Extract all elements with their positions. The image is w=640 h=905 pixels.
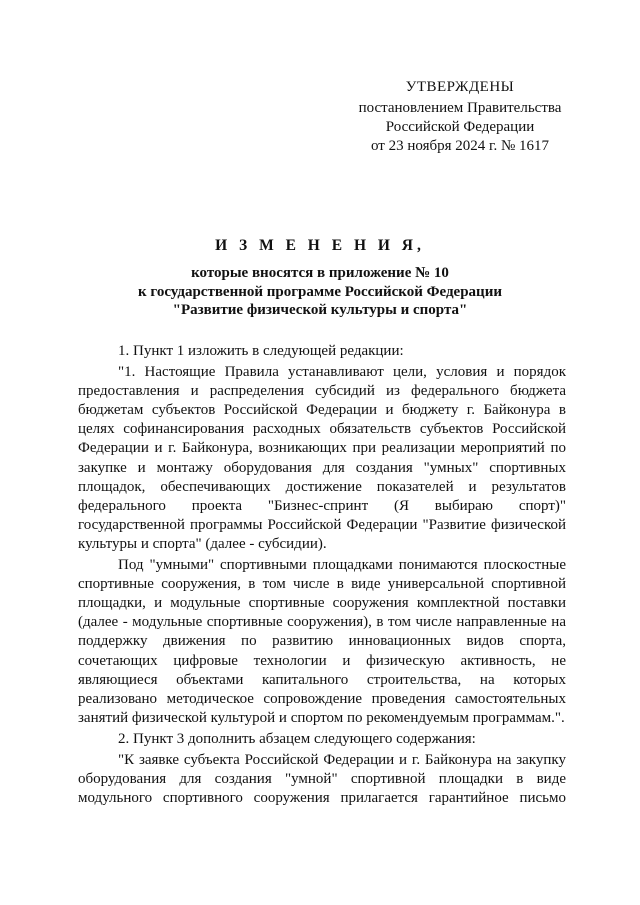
paragraph-application: "К заявке субъекта Российской Федерации и г. Байконура на закупку оборудования для создания "умной" спортивной площадки в виде модульного спортивного сооружения прилагается гарантийное письмо (78, 751, 566, 807)
document-title: И З М Е Н Е Н И Я, (215, 237, 425, 254)
approval-line-3: от 23 ноября 2024 г. № 1617 (370, 138, 550, 154)
paragraph-item-1: 1. Пункт 1 изложить в следующей редакции: (118, 343, 404, 359)
paragraph-rule-1: "1. Настоящие Правила устанавливают цели, условия и порядок предоставления и распределения субсидий из федерального бюджета бюджетам субъектов Российской Федерации и бюджету г. Байконура в целях софинансирования расходных обязательств субъектов Российской Федерации и г. Байконура, возникающих при реализации мероприятий по закупке и монтажу оборудования для создания "умных" спортивных площадок, обеспечивающих достижение показателей и результатов федерального проекта "Бизнес-спринт (Я выбираю спорт)" государственной программы Российской Федерации "Развитие физической культуры и спорта" (далее - субсидии). (78, 364, 566, 552)
paragraph-item-2: 2. Пункт 3 дополнить абзацем следующего содержания: (118, 730, 476, 747)
approval-line-2: Российской Федерации (385, 119, 535, 135)
document-subtitle-3: "Развитие физической культуры и спорта" (172, 302, 468, 318)
document-subtitle-2: к государственной программе Российской Федерации (138, 283, 502, 300)
document-body (78, 342, 566, 808)
approval-heading: УТВЕРЖДЕНЫ (405, 79, 515, 95)
approval-block (340, 78, 580, 156)
approval-line-1: постановлением Правительства (358, 100, 562, 116)
document-heading (70, 236, 570, 320)
paragraph-smart-grounds: Под "умными" спортивными площадками понимаются плоскостные спортивные сооружения, в том числе в виде универсальной спортивной площадки, и модульные спортивные сооружения комплектной поставки (далее - модульные спортивные сооружения), в том числе направленные на поддержку движения по развитию инновационных видов спорта, сочетающих цифровые технологии и физическую активность, не являющиеся объектами капитального строительства, на которых реализовано методическое сопровождение проведения самостоятельных занятий физической культурой и спортом по рекомендуемым программам.". (78, 557, 566, 726)
document-subtitle-1: которые вносятся в приложение № 10 (191, 265, 449, 281)
